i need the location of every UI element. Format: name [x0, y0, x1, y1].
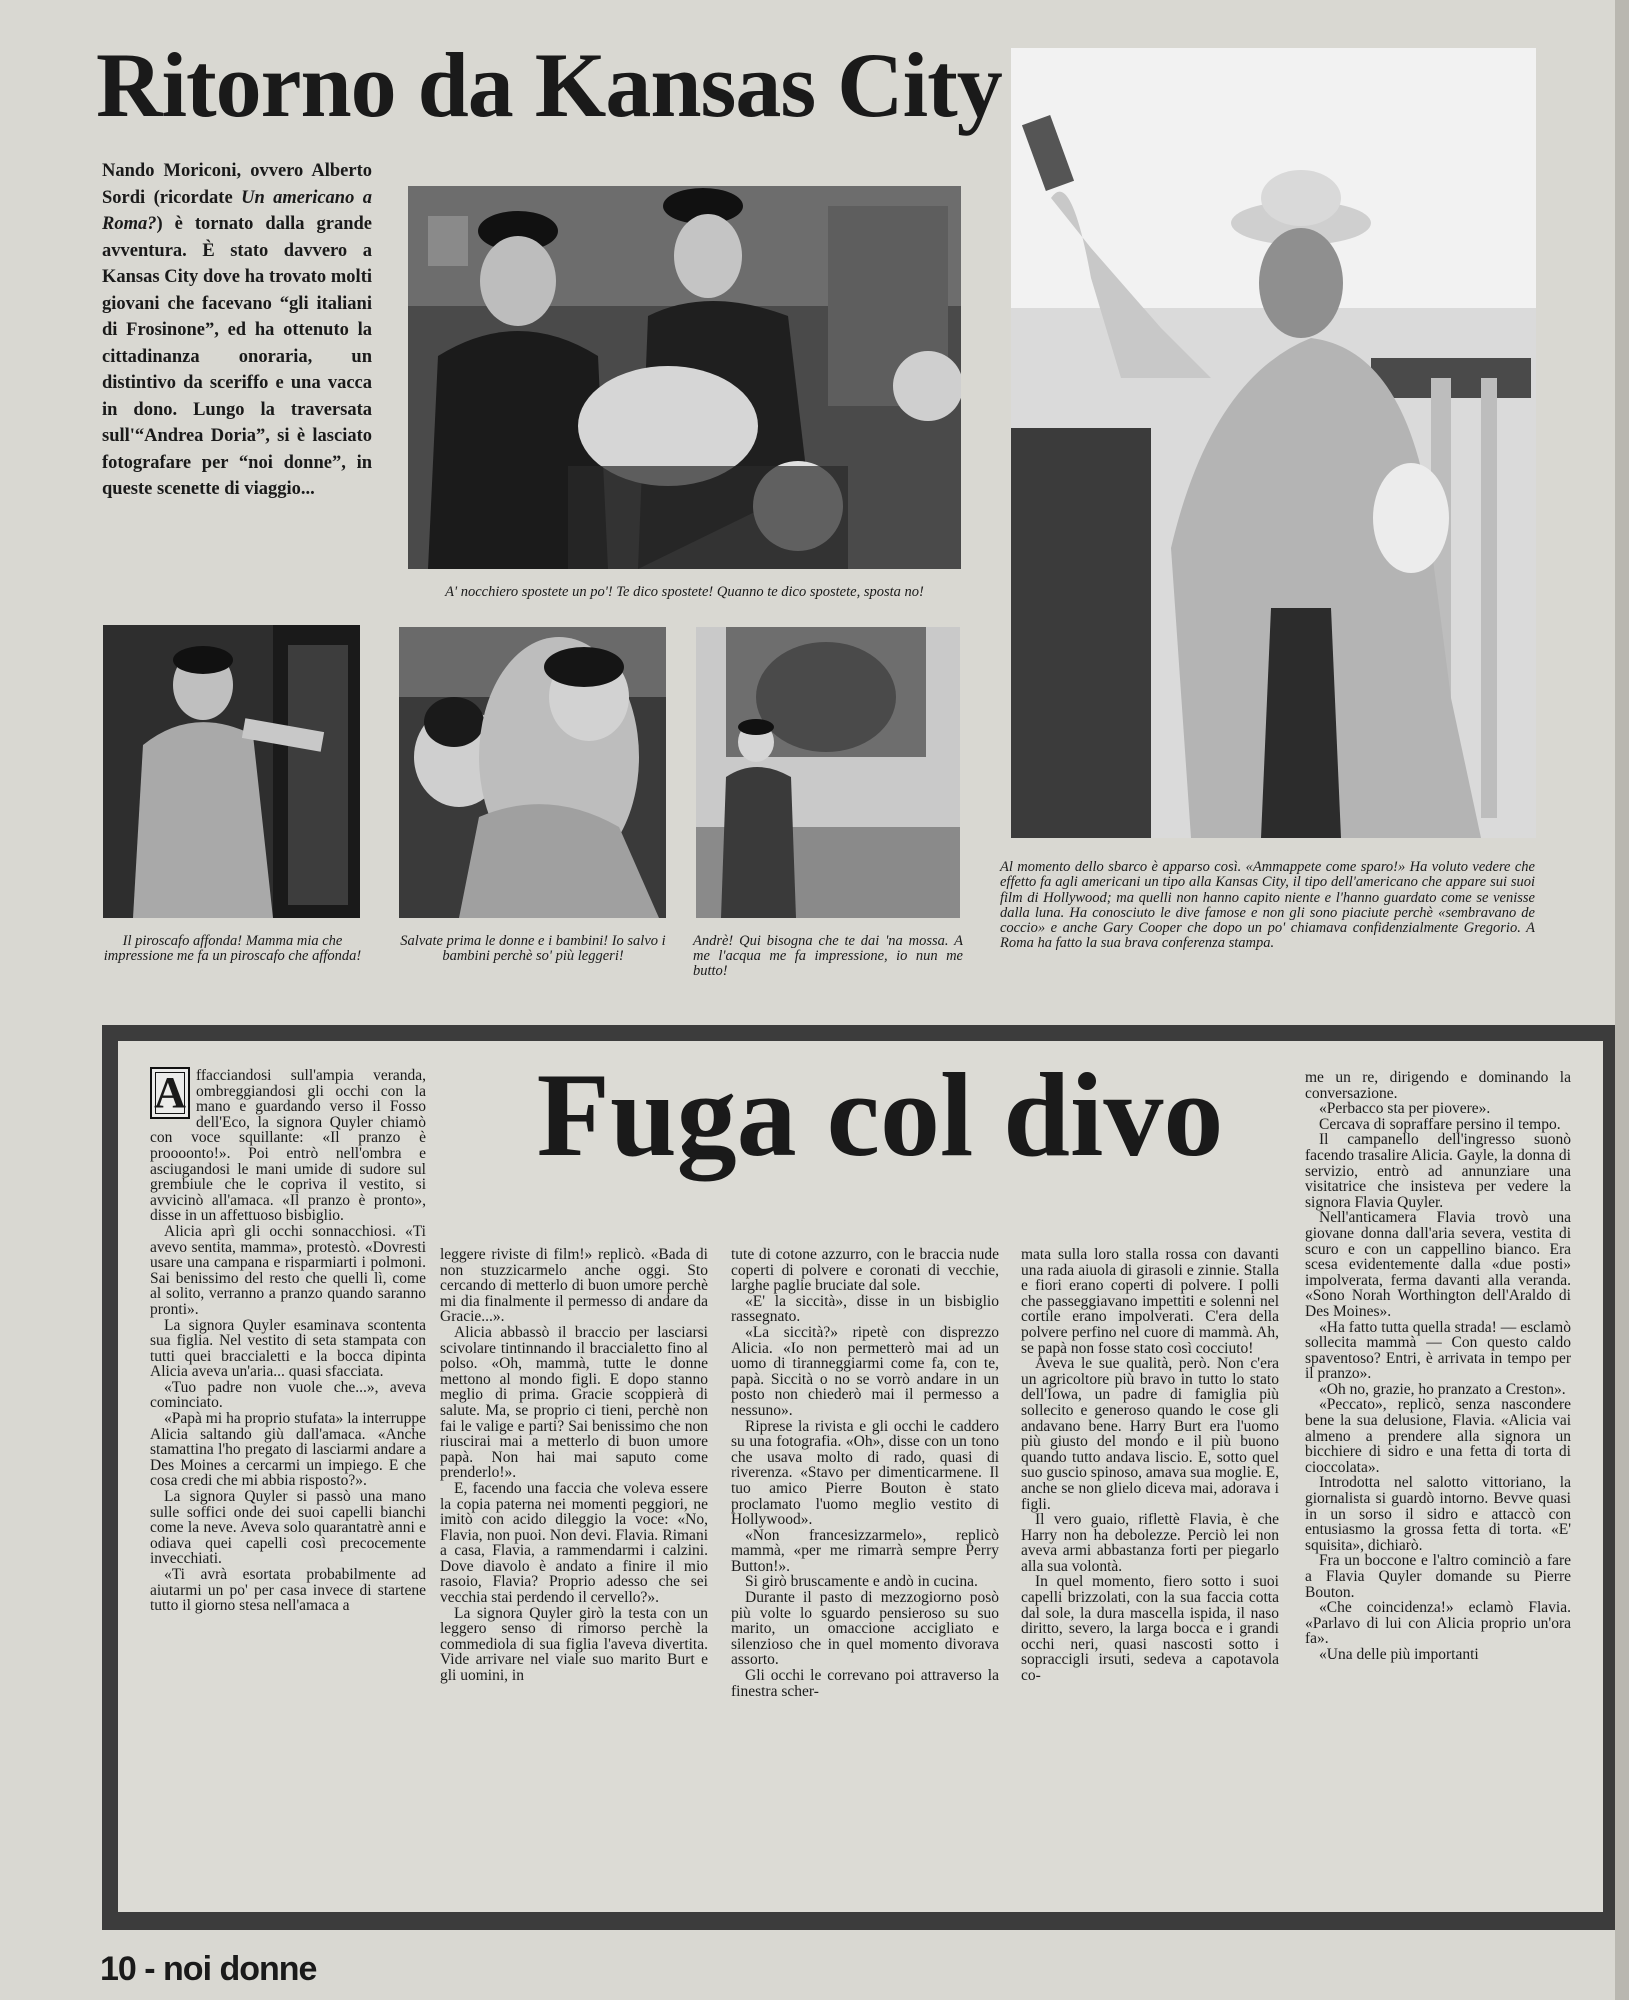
col5-paragraph: Il campanello dell'ingresso suonò facendo trasalire Alicia. Gayle, la donna di servizio, entrò ad annunziare una visitatrice che insisteva per vedere la signora Flavia Quyler. — [1305, 1131, 1571, 1211]
col4-paragraph: Aveva le sue qualità, però. Non c'era un agricoltore più bravo in tutto lo stato dell'Iowa, un padre di famiglia più sollecito e generoso quando le cose gli andavano bene. Harry Burt era l'uomo più giusto del mondo e il più buono quando tutto andava liscio. E, sotto quel suo guscio spinoso, amava sua moglie. E, anche se non glielo diceva mai, adorava i figli. — [1021, 1355, 1279, 1513]
story-column-5 — [1305, 1070, 1571, 1904]
col1-paragraph: «Ti avrà esortata probabilmente ad aiutarmi un po' per casa invece di startene tutto il giorno stesa nell'amaca a — [150, 1566, 426, 1615]
story-column-3 — [731, 1247, 999, 1904]
col1-paragraph: «Tuo padre non vuole che...», aveva cominciato. — [150, 1378, 426, 1412]
col4-paragraph: In quel momento, fiero sotto i suoi capelli brizzolati, con la sua faccia cotta dal sole, la dura mascella ispida, il naso diritto, severo, la larga bocca e i grandi occhi neri, quasi nascosti sotto i sopraccigli irsuti, sedeva a capotavola co- — [1021, 1573, 1279, 1685]
col2-paragraph: leggere riviste di film!» replicò. «Bada di non stuzzicarmelo anche oggi. Sto cercando di metterlo di buon umore perchè mi dia finalmente il permesso di andare da Gracie...». — [440, 1247, 708, 1326]
col5-paragraph: Introdotta nel salotto vittoriano, la giornalista si guardò intorno. Bevve quasi in un sorso il sidro e attaccò con entusiasmo la grossa fetta di torta. «E' squisita», dichiarò. — [1305, 1474, 1571, 1554]
col5-paragraph: Cercava di sopraffare persino il tempo. — [1319, 1115, 1561, 1133]
col1-paragraph: La signora Quyler si passò una mano sulle soffici onde dei suoi capelli bianchi come la neve. Aveva solo quarantatrè anni e odiava quei capelli così precocemente invecchiati. — [150, 1488, 426, 1568]
col5-paragraph: me un re, dirigendo e dominando la conversazione. — [1305, 1070, 1571, 1102]
article-intro — [102, 158, 372, 503]
col5-paragraph: Nell'anticamera Flavia trovò una giovane donna dall'aria severa, vestita di scuro e con un cappellino bianco. Era scesa evidentemente dalla «due posti» impolverata, ferma davanti alla veranda. «Sono Norah Worthington dell'Araldo di Des Moines». — [1305, 1209, 1571, 1320]
col5-paragraph: «Perbacco sta per piovere». — [1319, 1100, 1491, 1118]
drop-cap-letter: A — [154, 1068, 186, 1117]
col3-paragraph: Gli occhi le correvano poi attraverso la finestra scher- — [731, 1667, 999, 1700]
col1-paragraph: Alicia aprì gli occhi sonnacchiosi. «Ti avevo sentita, mamma», protestò. «Dovresti usare una campana e risparmiarti i polmoni. Sai benissimo del resto che quelli lì, come al solito, verranno a pranzo quando saranno pronti». — [150, 1222, 426, 1318]
col3-paragraph: Durante il pasto di mezzogiorno posò più volte lo sguardo pensieroso su suo marito, un omaccione accigliato e silenzioso che in quel momento divorava assorto. — [731, 1589, 999, 1669]
col1-paragraph: «Papà mi ha proprio stufata» la interruppe Alicia saltando giù dall'amaca. «Anche stamattina l'ho pregato di lasciarmi andare a Des Moines a cercarmi un impiego. E che cosa credi che mi abbia risposto?». — [150, 1410, 426, 1490]
col3-paragraph: Riprese la rivista e gli occhi le caddero su una fotografia. «Oh», disse con un tono che usava molto di rado, quasi di riverenza. «Stavo per dimenticarmene. Il tuo amico Pierre Bouton è stato proclamato l'uomo meglio vestito di Hollywood». — [731, 1417, 999, 1529]
story-column-4 — [1021, 1247, 1279, 1904]
photo-women-children — [399, 627, 666, 918]
caption-women-children: Salvate prima le donne e i bambini! Io salvo i bambini perchè so' più leggeri! — [400, 933, 666, 964]
caption-landing: Al momento dello sbarco è apparso così. «Ammappete come sparo!» Ha voluto vedere che effetto fa agli americani un tipo alla Kansas City, il tipo dell'americano che appare sui suoi film di Hollywood; ma quelli non hanno capito niente e l'hanno guardato come se venisse dalla luna. Ha conosciuto le dive famose e non gli sono piaciute perchè «sembravano de coccio» e anche Gary Cooper che dopo un po' chiamava confidenzialmente Gregorio. A Roma ha fatto la sua brava conferenza stampa. — [1000, 859, 1535, 952]
caption-sinking: Il piroscafo affonda! Mamma mia che impressione me fa un piroscafo che affonda! — [103, 933, 362, 964]
col3-paragraph: «E' la siccità», disse in un bisbiglio rassegnato. — [731, 1292, 999, 1326]
col5-paragraph: «Peccato», replicò, senza nascondere bene la sua delusione, Flavia. «Alicia vai almeno a prendere alla signora un bicchiere di sidro e una fetta di torta di cioccolata». — [1305, 1396, 1571, 1476]
col3-paragraph: «Non francesizzarmelo», replicò mammà, «per me rimarrà sempre Perry Button!». — [731, 1526, 999, 1575]
article-headline: Ritorno da Kansas City — [96, 34, 1002, 136]
col5-paragraph: «Una delle più importanti — [1319, 1645, 1479, 1663]
col5-paragraph: «Ha fatto tutta quella strada! — esclamò sollecita mammà — Con questo caldo spaventoso? Entri, è arrivata in tempo per il pranzo». — [1305, 1318, 1571, 1383]
story-column-2 — [440, 1247, 708, 1904]
caption-helm: A' nocchiero spostete un po'! Te dico spostete! Quanno te dico spostete, sposta no! — [445, 584, 924, 600]
page-edge — [1615, 0, 1629, 2000]
col1-paragraph: ffacciandosi sull'ampia veranda, ombreggiandosi gli occhi con la mano e guardando verso il Fosso dell'Eco, la signora Quyler chiamò con voce squillante: «Il pranzo è proooonto!». Poi entrò nell'ombra e asciugandosi le mani umide di sudore sul grembiule che le copriva il vestito, si avvicinò all'amaca. «Il pranzo è pronto», disse in un affettuoso bisbiglio. — [150, 1068, 426, 1225]
col4-paragraph: mata sulla loro stalla rossa con davanti una rada aiuola di girasoli e zinnie. Stalla e fiori erano coperti di polvere. I polli che passeggiavano impettiti e solenni nel cortile erano impolverati. C'era della polvere perfino nel cuore di mammà. Ah, se papà non fosse stato così cocciuto! — [1021, 1247, 1279, 1357]
caption-andre: Andrè! Qui bisogna che te dai 'na mossa. A me l'acqua me fa impressione, io nun me butto! — [693, 933, 963, 979]
photo-landing — [1011, 48, 1536, 838]
col5-paragraph: Fra un boccone e l'altro cominciò a fare a Flavia Quyler domande su Pierre Bouton. — [1305, 1552, 1571, 1601]
col1-paragraph: La signora Quyler esaminava scontenta sua figlia. Nel vestito di seta stampata con tutti quei braccialetti e la bocca dipinta Alicia aveva un'aria... quasi sfacciata. — [150, 1316, 426, 1381]
col4-paragraph: Il vero guaio, riflettè Flavia, è che Harry non ha debolezze. Perciò lei non aveva armi abbastanza forti per piegarlo alla sua volontà. — [1021, 1511, 1279, 1575]
photo-helm — [408, 186, 961, 569]
col3-paragraph: «La siccità?» ripetè con disprezzo Alicia. «Io non permetterò mai ad un uomo di tiranneggiarmi come fa, con te, papà. Siccità o no se vorrò andare in un posto non chiederò mai il permesso a nessuno». — [731, 1323, 999, 1419]
col2-paragraph: Alicia abbassò il braccio per lasciarsi scivolare tintinnando il braccialetto fino al polso. «Oh, mammà, tutte le donne mettono al mondo figli. E dopo stanno meglio di prima. Gracie scoppierà di salute. Ma, se proprio ci tieni, perchè non fai le valige e parti? Sai benissimo che non riuscirai mai a metterlo di buon umore papà. Non hai mai saputo come prenderlo!». — [440, 1323, 708, 1482]
col5-paragraph: «Oh no, grazie, ho pranzato a Creston». — [1319, 1380, 1566, 1398]
intro-text-1: Nando Moriconi, ovvero Alberto Sordi (ricordate — [102, 161, 372, 208]
col3-paragraph: Si girò bruscamente e andò in cucina. — [745, 1573, 978, 1591]
story-headline: Fuga col divo — [536, 1048, 1224, 1181]
story-column-1 — [150, 1068, 426, 1904]
col3-paragraph: tute di cotone azzurro, con le braccia nude coperti di polvere e coronati di vecchie, larghe paglie bruciate dal sole. — [731, 1247, 999, 1295]
photo-andre — [696, 627, 960, 918]
intro-text-2: ) è tornato dalla grande avventura. È stato davvero a Kansas City dove ha trovato molti giovani che facevano “gli italiani di Frosinone”, ed ha ottenuto la cittadinanza onoraria, un distintivo da sceriffo e una vacca in dono. Lungo la traversata sull'“Andrea Doria”, si è lasciato fotografare per “noi donne”, in queste scenette di viaggio... — [102, 214, 372, 499]
page-footer: 10 - noi donne — [100, 1950, 317, 1988]
intro-film-title: Un americano a Roma? — [102, 187, 372, 234]
photo-sinking — [103, 625, 360, 918]
col2-paragraph: La signora Quyler girò la testa con un leggero senso di rimorso perchè la commediola di sua figlia l'aveva divertita. Vide arrivare nel viale suo marito Burt e gli uomini, in — [440, 1604, 708, 1685]
col2-paragraph: E, facendo una faccia che voleva essere la copia paterna nei momenti peggiori, ne imitò con acido dileggio la voce: «No, Flavia, non puoi. Non devi. Flavia. Rimani a casa, Flavia, a rammendarmi i calzini. Dove diavolo è andato a finire il mio rasoio, Flavia? Proprio adesso che sei vecchia stai perdendo il cervello?». — [440, 1479, 708, 1607]
col5-paragraph: «Che coincidenza!» eclamò Flavia. «Parlavo di lui con Alicia proprio un'ora fa». — [1305, 1599, 1571, 1648]
